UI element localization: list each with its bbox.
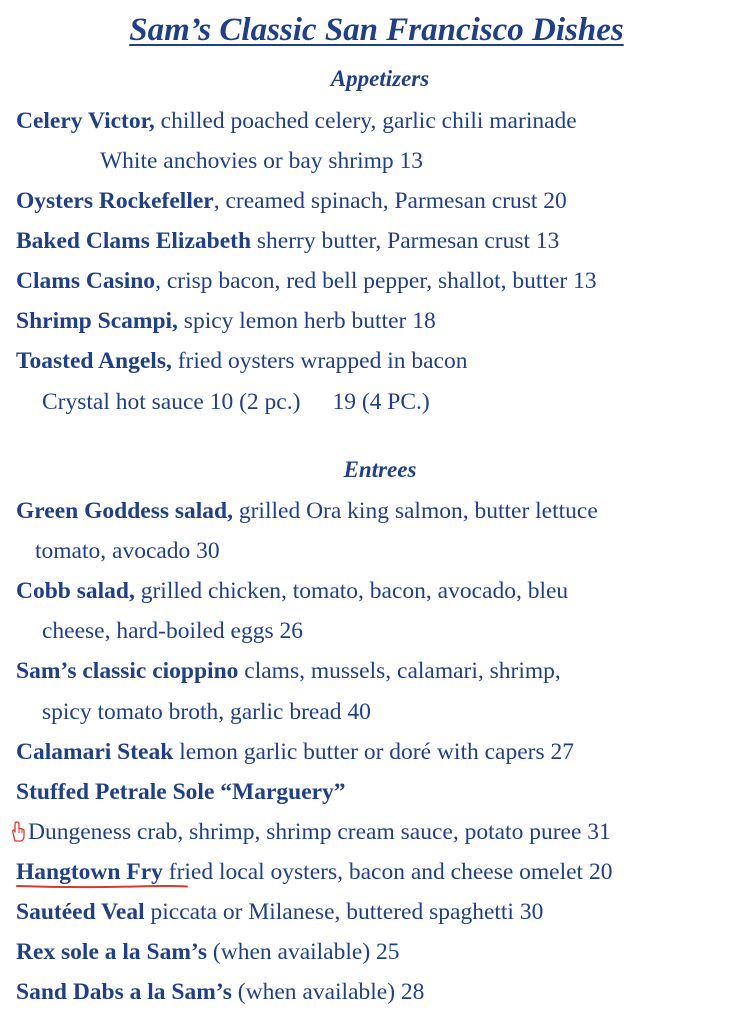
menu-item-rex-sole xyxy=(16,937,400,967)
dish-description: (when available) 25 xyxy=(207,939,400,965)
dish-description: , crisp bacon, red bell pepper, shallot, butter 13 xyxy=(155,268,597,294)
menu-item-calamari-steak xyxy=(16,737,574,767)
dish-name: Sautéed Veal xyxy=(16,899,145,925)
dish-name: Green Goddess salad, xyxy=(16,498,233,524)
dish-description: grilled chicken, tomato, bacon, avocado, bleu xyxy=(134,578,569,604)
price-four-pieces: 19 (4 PC.) xyxy=(332,389,430,415)
menu-item-continuation xyxy=(10,817,611,847)
price-two-pieces: Crystal hot sauce 10 (2 pc.) xyxy=(42,389,301,415)
dish-name: Oysters Rockefeller xyxy=(16,188,214,214)
red-underline-annotation xyxy=(16,883,188,889)
dish-name: Baked Clams Elizabeth xyxy=(16,228,252,254)
dish-description: (when available) 28 xyxy=(231,979,425,1005)
menu-item-continuation: cheese, hard-boiled eggs 26 xyxy=(42,618,304,644)
dish-description: clams, mussels, calamari, shrimp, xyxy=(238,658,561,684)
dish-description: lemon garlic butter or doré with capers 27 xyxy=(173,739,574,765)
menu-item-continuation: tomato, avocado 30 xyxy=(35,538,220,564)
menu-item-clams-casino xyxy=(16,266,597,296)
dish-description: chilled poached celery, garlic chili marinade xyxy=(154,108,577,134)
menu-item-cioppino xyxy=(16,656,561,686)
dish-name: Calamari Steak xyxy=(16,739,174,765)
page-title: Sam’s Classic San Francisco Dishes xyxy=(129,12,624,48)
menu-item-green-goddess-salad xyxy=(16,496,598,526)
menu-item-sauteed-veal xyxy=(16,897,543,927)
dish-description: Dungeness crab, shrimp, shrimp cream sauce, potato puree 31 xyxy=(28,819,611,845)
menu-item-oysters-rockefeller xyxy=(16,186,567,216)
dish-name: Clams Casino xyxy=(16,268,156,294)
dish-name: Shrimp Scampi, xyxy=(16,308,178,334)
dish-description: spicy lemon herb butter 18 xyxy=(177,308,436,334)
pointing-hand-icon xyxy=(10,821,26,843)
menu-item-hangtown-fry xyxy=(16,857,612,887)
dish-name: Stuffed Petrale Sole “Marguery” xyxy=(16,779,346,805)
dish-description: fried local oysters, bacon and cheese omelet 20 xyxy=(162,859,613,885)
hangtown-fry-highlight xyxy=(16,857,163,887)
menu-item-continuation: spicy tomato broth, garlic bread 40 xyxy=(42,699,371,725)
menu-item-celery-victor xyxy=(16,106,577,136)
appetizers-heading: Appetizers xyxy=(330,66,430,91)
menu-item-shrimp-scampi xyxy=(16,306,436,336)
dish-name: Toasted Angels, xyxy=(16,348,172,374)
dish-name: Sam’s classic cioppino xyxy=(16,658,239,684)
menu-item-continuation: White anchovies or bay shrimp 13 xyxy=(100,148,424,174)
menu-item-toasted-angels xyxy=(16,346,467,376)
menu-item-sand-dabs xyxy=(16,977,424,1007)
dish-name: Hangtown Fry xyxy=(16,859,163,885)
menu-item-cobb-salad xyxy=(16,576,568,606)
dish-description: piccata or Milanese, buttered spaghetti 30 xyxy=(144,899,544,925)
dish-description: sherry butter, Parmesan crust 13 xyxy=(251,228,560,254)
dish-name: Celery Victor, xyxy=(16,108,155,134)
dish-name: Sand Dabs a la Sam’s xyxy=(16,979,232,1005)
dish-description: grilled Ora king salmon, butter lettuce xyxy=(232,498,598,524)
dish-name: Cobb salad, xyxy=(16,578,135,604)
dish-name: Rex sole a la Sam’s xyxy=(16,939,208,965)
menu-item-continuation xyxy=(42,387,430,417)
menu-item-baked-clams-elizabeth xyxy=(16,226,559,256)
menu-item-stuffed-petrale-sole xyxy=(16,777,346,807)
entrees-heading: Entrees xyxy=(343,457,417,482)
dish-description: , creamed spinach, Parmesan crust 20 xyxy=(213,188,567,214)
dish-description: fried oysters wrapped in bacon xyxy=(171,348,468,374)
